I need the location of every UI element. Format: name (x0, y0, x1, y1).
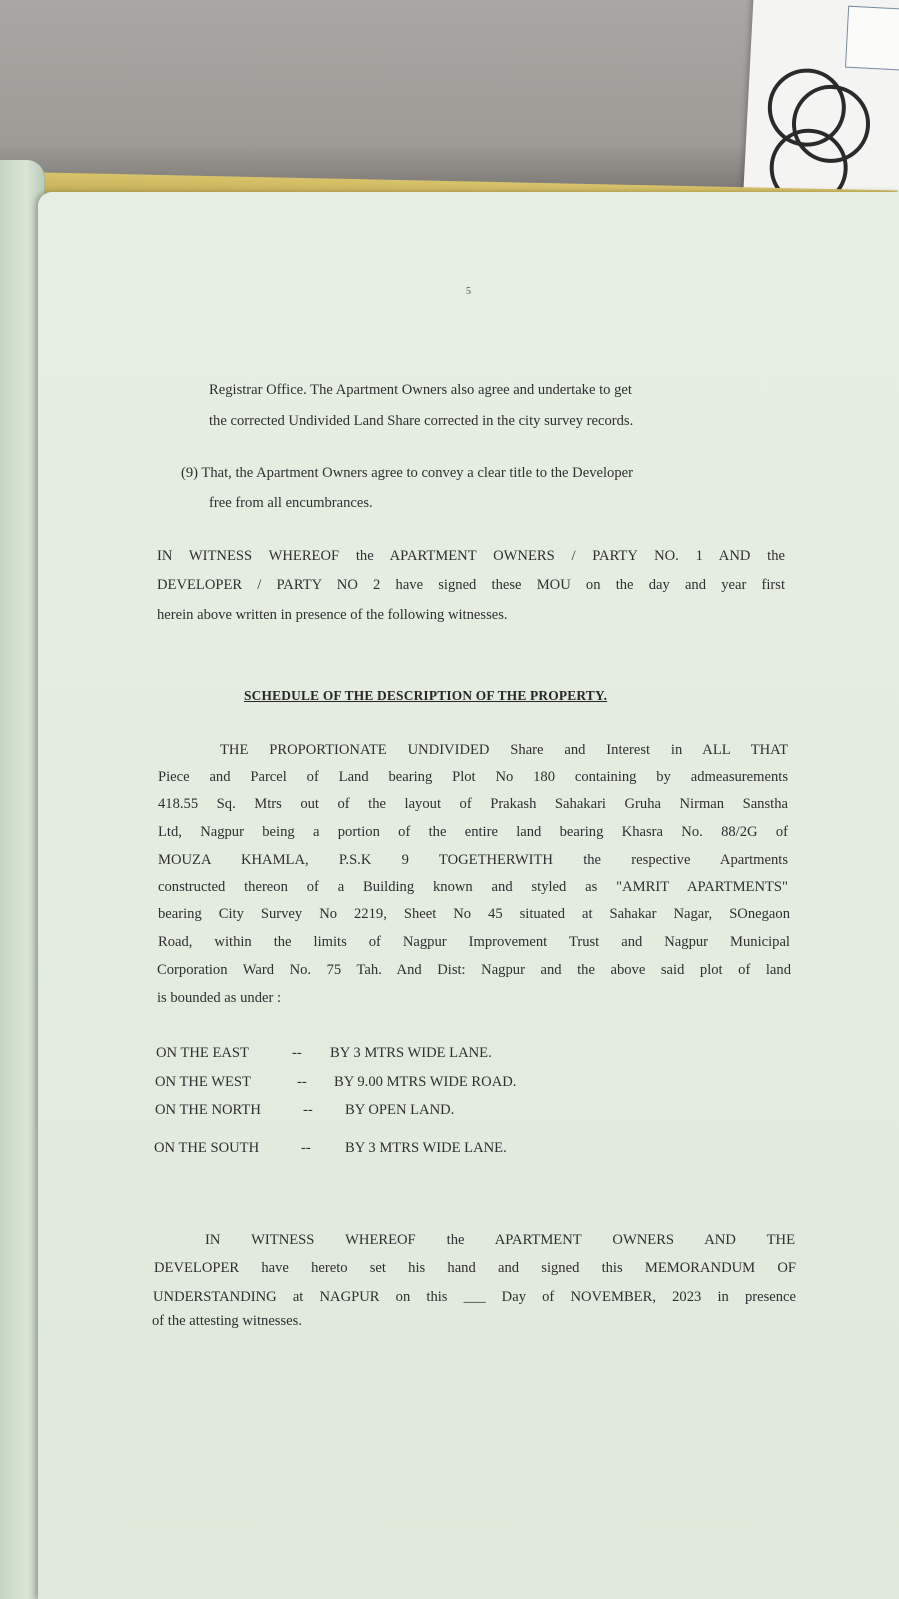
schedule-heading: SCHEDULE OF THE DESCRIPTION OF THE PROPERTY. (244, 688, 608, 703)
witness-paragraph-1-line-1: IN WITNESS WHEREOF the APARTMENT OWNERS / PARTY NO. 1 AND the (157, 548, 785, 564)
boundary-direction-south: ON THE SOUTH (154, 1140, 260, 1156)
boundary-value-south: BY 3 MTRS WIDE LANE. (345, 1140, 507, 1156)
boundary-value-east: BY 3 MTRS WIDE LANE. (330, 1045, 492, 1061)
boundary-separator: -- (292, 1045, 302, 1061)
schedule-line: Ltd, Nagpur being a portion of the entire land bearing Khasra No. 88/2G of (158, 824, 788, 840)
boundary-separator: -- (297, 1074, 307, 1090)
witness-paragraph-2-line-2: DEVELOPER have hereto set his hand and signed this MEMORANDUM OF (154, 1260, 796, 1276)
clause-continuation-line-2: the corrected Undivided Land Share corrected in the city survey records. (209, 413, 634, 429)
boundary-value-north: BY OPEN LAND. (345, 1102, 455, 1118)
schedule-line: constructed thereon of a Building known and styled as "AMRIT APARTMENTS" (158, 879, 788, 895)
schedule-line: Corporation Ward No. 75 Tah. And Dist: Nagpur and the above said plot of land (157, 962, 791, 978)
clause-9-line-1: (9) That, the Apartment Owners agree to convey a clear title to the Developer (181, 465, 633, 481)
witness-paragraph-2-line-1: IN WITNESS WHEREOF the APARTMENT OWNERS AND THE (205, 1232, 795, 1248)
schedule-line: Road, within the limits of Nagpur Improvement Trust and Nagpur Municipal (158, 934, 790, 950)
schedule-line: bearing City Survey No 2219, Sheet No 45 situated at Sahakar Nagar, SOnegaon (158, 906, 790, 922)
witness-paragraph-1-line-2: DEVELOPER / PARTY NO 2 have signed these MOU on the day and year first (157, 577, 785, 593)
page-number: 5 (466, 286, 471, 297)
boundary-direction-west: ON THE WEST (155, 1074, 251, 1090)
card-tab (845, 6, 899, 72)
witness-paragraph-2-line-4: of the attesting witnesses. (152, 1313, 302, 1329)
schedule-line: is bounded as under : (157, 990, 282, 1006)
schedule-line: MOUZA KHAMLA, P.S.K 9 TOGETHERWITH the respective Apartments (158, 852, 788, 868)
schedule-line: 418.55 Sq. Mtrs out of the layout of Prakash Sahakari Gruha Nirman Sanstha (158, 796, 788, 812)
schedule-line: THE PROPORTIONATE UNDIVIDED Share and Interest in ALL THAT (220, 742, 788, 758)
schedule-line: Piece and Parcel of Land bearing Plot No 180 containing by admeasurements (158, 769, 788, 785)
clause-9-line-2: free from all encumbrances. (209, 495, 373, 511)
boundary-value-west: BY 9.00 MTRS WIDE ROAD. (334, 1074, 517, 1090)
boundary-direction-east: ON THE EAST (156, 1045, 249, 1061)
witness-paragraph-1-line-3: herein above written in presence of the following witnesses. (157, 607, 508, 623)
boundary-separator: -- (301, 1140, 311, 1156)
witness-paragraph-2-line-3: UNDERSTANDING at NAGPUR on this ___ Day of NOVEMBER, 2023 in presence (153, 1289, 796, 1305)
boundary-direction-north: ON THE NORTH (155, 1102, 261, 1118)
boundary-separator: -- (303, 1102, 313, 1118)
clause-continuation-line-1: Registrar Office. The Apartment Owners also agree and undertake to get (209, 382, 632, 398)
